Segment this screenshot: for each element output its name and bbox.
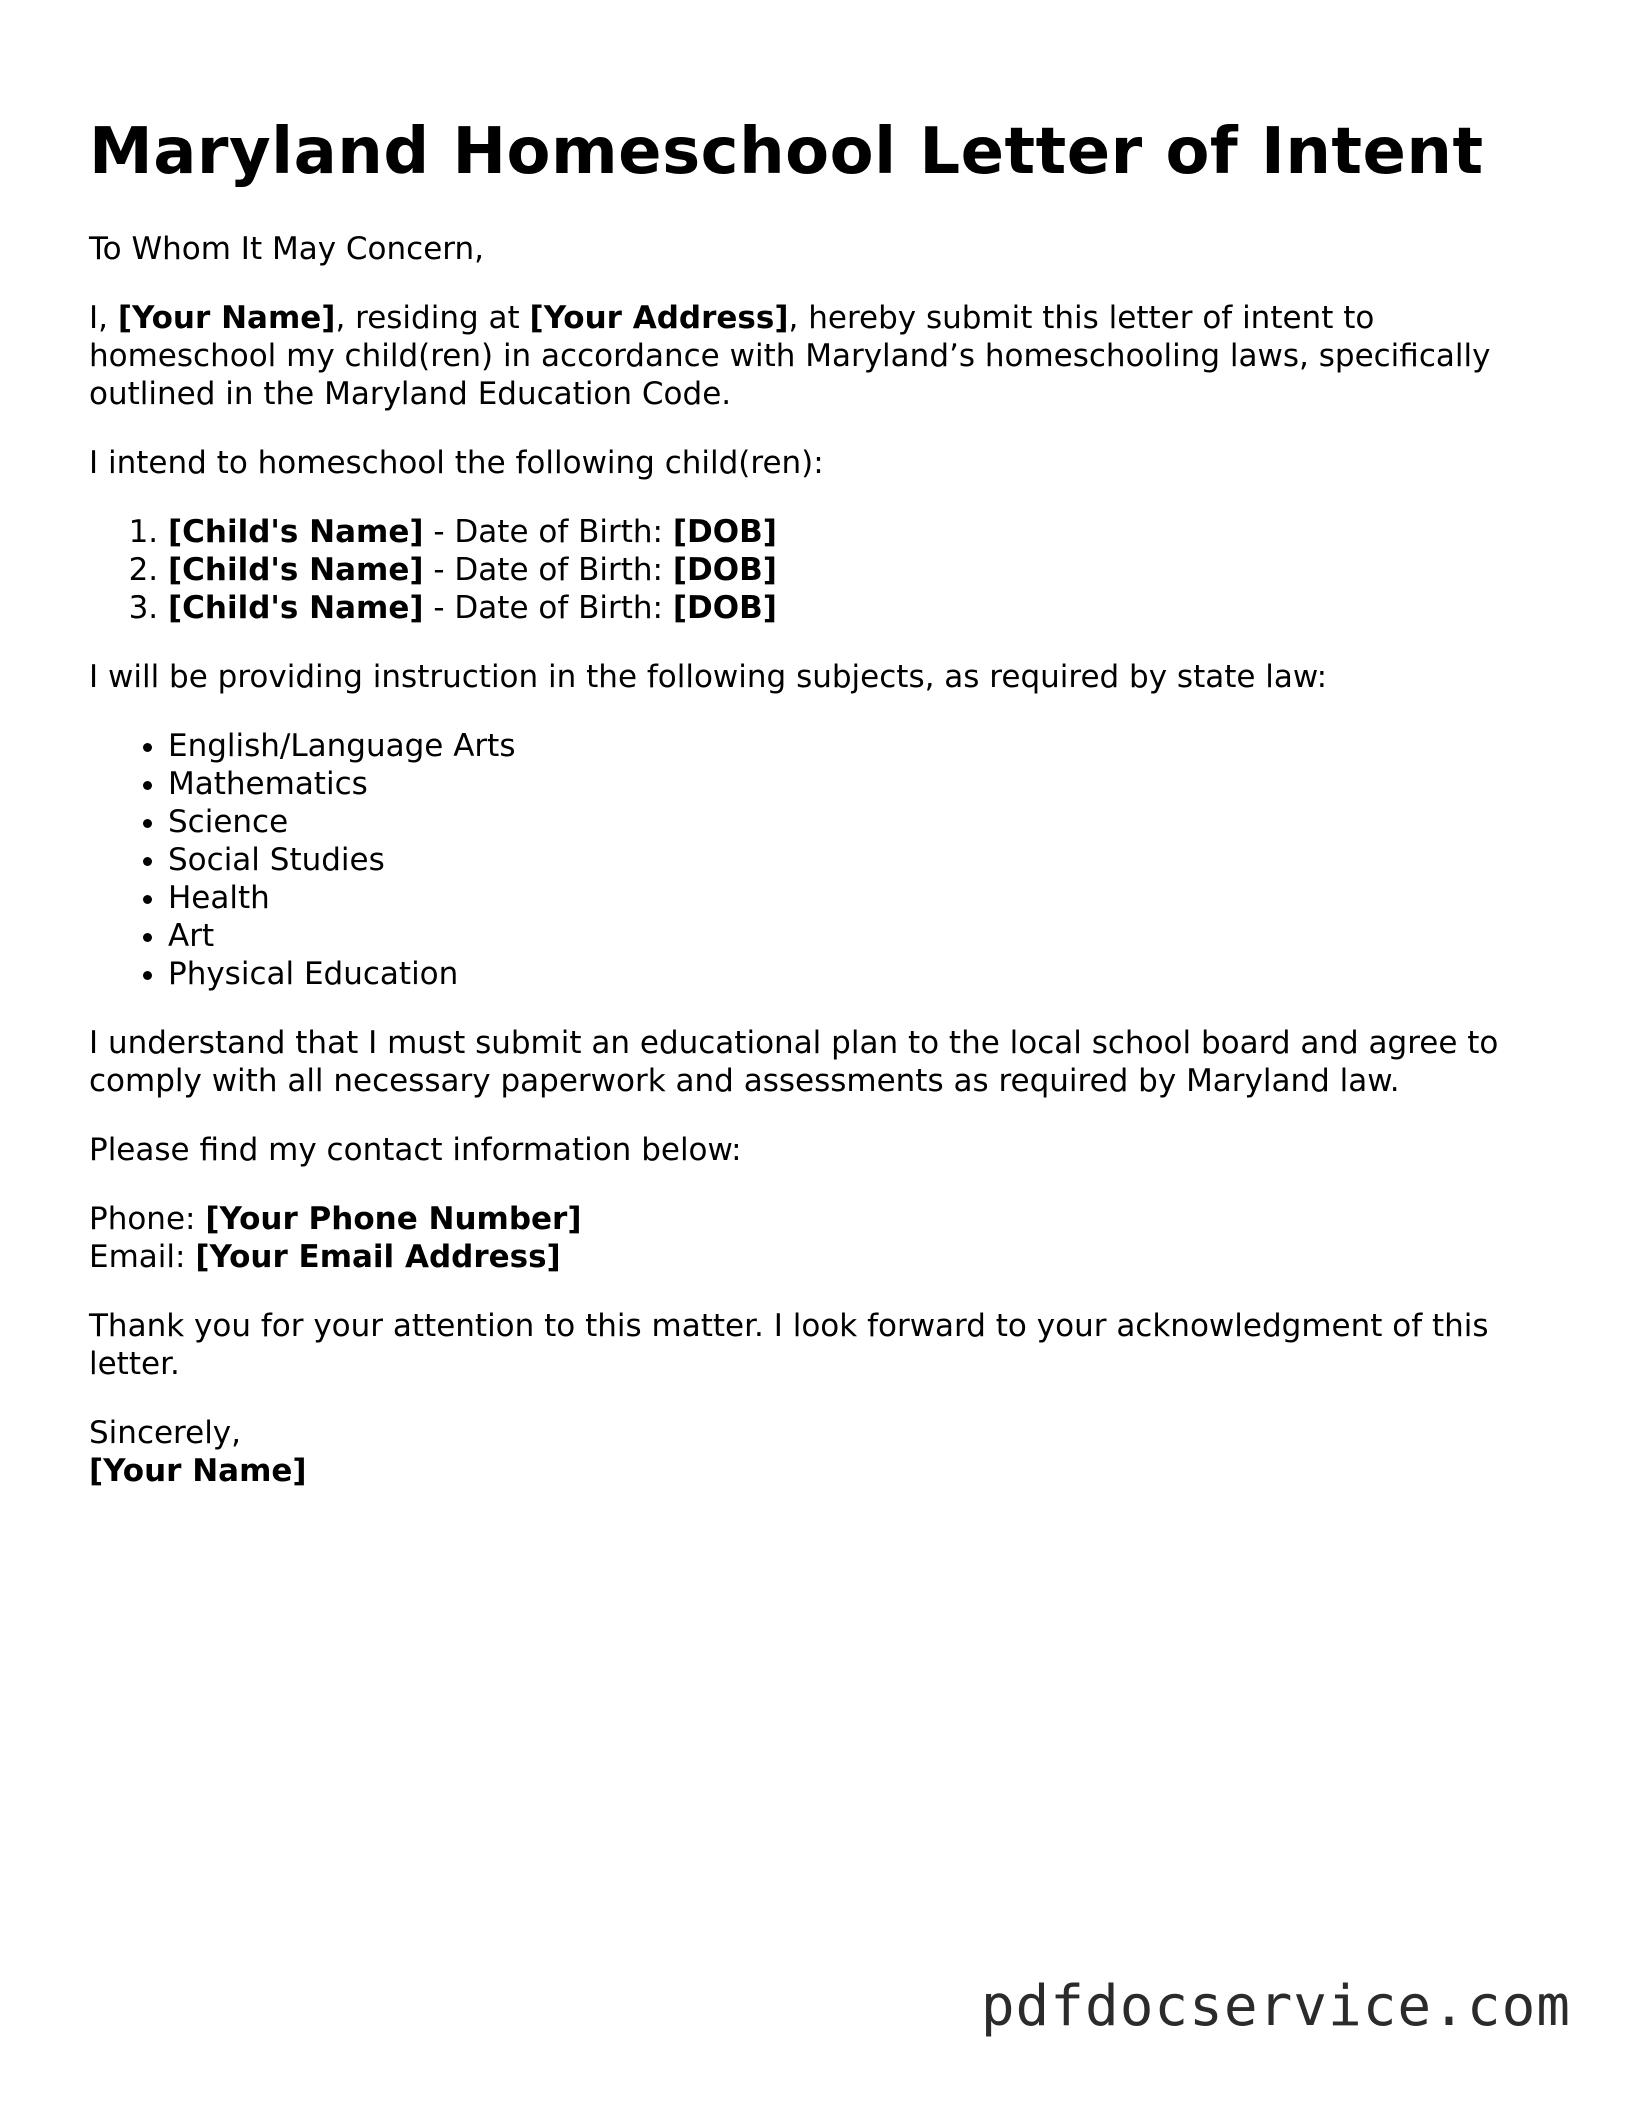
subjects-list bbox=[89, 727, 1549, 993]
child-dob-placeholder: [DOB] bbox=[672, 590, 777, 626]
intro-mid: , residing at bbox=[335, 300, 530, 336]
child-name-placeholder: [Child's Name] bbox=[168, 514, 424, 550]
thanks-paragraph: Thank you for your attention to this matter. I look forward to your acknowledgment of this letter. bbox=[89, 1308, 1489, 1382]
child-name-placeholder: [Child's Name] bbox=[168, 590, 424, 626]
contact-block bbox=[89, 1200, 1549, 1276]
child-name-placeholder: [Child's Name] bbox=[168, 552, 424, 588]
child-item bbox=[168, 551, 1549, 589]
salutation: To Whom It May Concern, bbox=[89, 231, 484, 267]
intro-post: , hereby submit this letter of intent to homeschool my child(ren) in accordance with Maryland’s homeschooling laws, specifically outlined in the Maryland Education Code. bbox=[89, 300, 1491, 412]
child-dob-placeholder: [DOB] bbox=[672, 552, 777, 588]
child-dob-label: - Date of Birth: bbox=[423, 590, 673, 626]
page-title: Maryland Homeschool Letter of Intent bbox=[89, 115, 1484, 189]
intro-pre: I, bbox=[89, 300, 118, 336]
subject-item: • Art bbox=[168, 917, 1549, 955]
email-placeholder: [Your Email Address] bbox=[195, 1239, 561, 1275]
contact-intro: Please find my contact information below: bbox=[89, 1132, 742, 1168]
subject-item: • English/Language Arts bbox=[168, 727, 1549, 765]
watermark: pdfdocservice.com bbox=[980, 1974, 1571, 2039]
letter-page bbox=[89, 112, 1549, 1521]
signature-placeholder: [Your Name] bbox=[89, 1453, 307, 1489]
subjects-intro: I will be providing instruction in the following subjects, as required by state law: bbox=[89, 659, 1328, 695]
subject-item: • Science bbox=[168, 803, 1549, 841]
subject-item: • Health bbox=[168, 879, 1549, 917]
intro-paragraph bbox=[89, 299, 1549, 413]
children-list bbox=[89, 513, 1549, 627]
intro-name-placeholder: [Your Name] bbox=[117, 300, 336, 336]
subject-item: • Mathematics bbox=[168, 765, 1549, 803]
phone-label: Phone: bbox=[89, 1201, 206, 1237]
child-item bbox=[168, 589, 1549, 627]
child-dob-label: - Date of Birth: bbox=[423, 552, 673, 588]
children-intro: I intend to homeschool the following child(ren): bbox=[89, 445, 824, 481]
child-dob-label: - Date of Birth: bbox=[423, 514, 673, 550]
subject-item: • Physical Education bbox=[168, 955, 1549, 993]
closing-block bbox=[89, 1414, 1549, 1490]
intro-address-placeholder: [Your Address] bbox=[529, 300, 789, 336]
understanding-paragraph: I understand that I must submit an educational plan to the local school board and agree to comply with all necessary paperwork and assessments as required by Maryland law. bbox=[89, 1025, 1499, 1099]
child-dob-placeholder: [DOB] bbox=[672, 514, 777, 550]
subject-item: • Social Studies bbox=[168, 841, 1549, 879]
email-label: Email: bbox=[89, 1239, 196, 1275]
phone-placeholder: [Your Phone Number] bbox=[205, 1201, 582, 1237]
child-item bbox=[168, 513, 1549, 551]
closing: Sincerely, bbox=[89, 1415, 242, 1451]
